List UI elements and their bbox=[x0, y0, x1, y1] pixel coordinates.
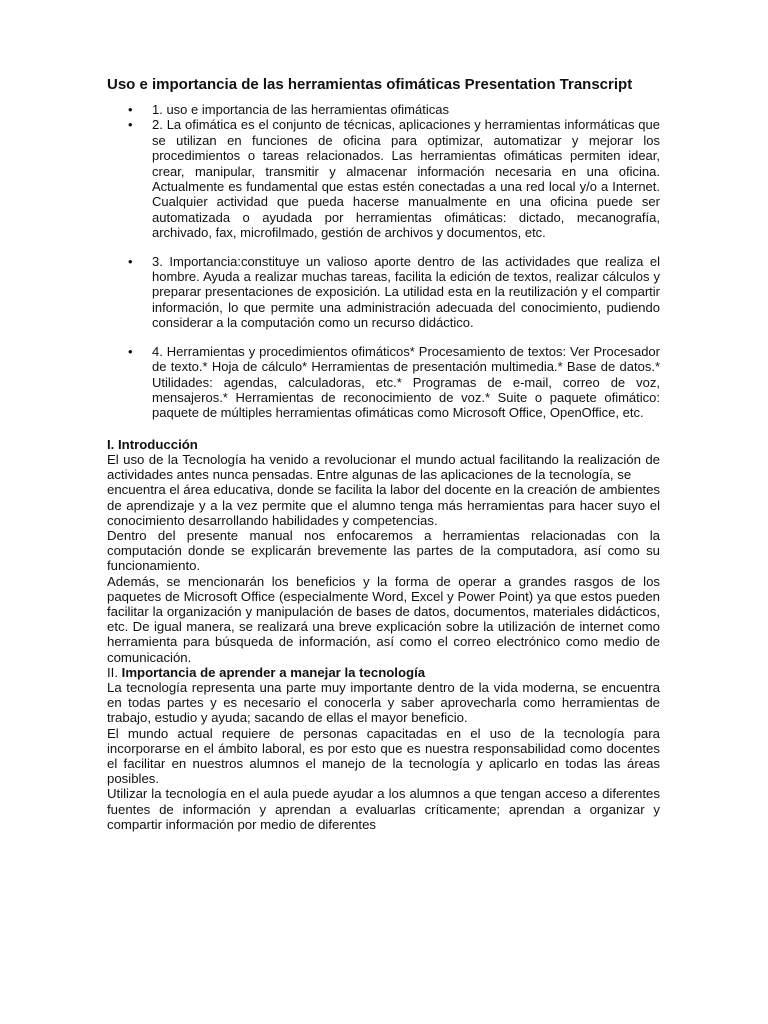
document-title: Uso e importancia de las herramientas ofimáticas Presentation Transcript bbox=[107, 76, 633, 93]
list-item bbox=[107, 254, 660, 331]
bullet-icon: • bbox=[128, 253, 133, 269]
paragraph: El mundo actual requiere de personas capacitadas en el uso de la tecnología para incorporarse en el ámbito laboral, es por esto que es nuestra responsabilidad como docentes el facilitar en nuestros alumnos el manejo de la tecnología y aplicarlo en todas las áreas posibles. bbox=[107, 725, 660, 787]
section-numeral: II. bbox=[107, 664, 118, 680]
transcript-list bbox=[107, 102, 660, 421]
list-item-text: 4. Herramientas y procedimientos ofimáticos* Procesamiento de textos: Ver Procesador de texto.* Hoja de cálculo* Herramientas de presentación multimedia.* Base de datos.* Utilidades: agendas, calculadoras, etc.* Programas de e-mail, correo de voz, mensajeros.* Herramientas de reconocimiento de voz.* Suite o paquete ofimático: paquete de múltiples herramientas ofimáticas como Microsoft Office, OpenOffice, etc. bbox=[152, 343, 660, 421]
section-heading-introduction: I. Introducción bbox=[107, 436, 198, 452]
list-item-text: 1. uso e importancia de las herramientas ofimáticas bbox=[152, 102, 449, 117]
section-heading-text: Importancia de aprender a manejar la tecnología bbox=[121, 664, 426, 680]
paragraph: Además, se mencionarán los beneficios y la forma de operar a grandes rasgos de los paquetes de Microsoft Office (especialmente Word, Excel y Power Point) ya que estos pueden facilitar la organización y manipulación de bases de datos, documentos, materiales didácticos, etc. De igual manera, se realizará una breve explicación sobre la utilización de internet como herramienta para búsqueda de información, así como el correo electrónico como medio de comunicación. bbox=[107, 573, 660, 665]
document-content bbox=[107, 76, 660, 832]
list-item bbox=[107, 102, 660, 117]
bullet-icon: • bbox=[128, 343, 133, 359]
paragraph: encuentra el área educativa, donde se facilita la labor del docente en la creación de ambientes de aprendizaje y a la vez permite que el alumno tenga más herramientas para hacer suyo el conocimiento desarrollando habilidades y competencias. bbox=[107, 482, 660, 528]
paragraph: El uso de la Tecnología ha venido a revolucionar el mundo actual facilitando la realización de actividades antes nunca pensadas. Entre algunas de las aplicaciones de la tecnología, se bbox=[107, 451, 660, 483]
list-item-text: 3. Importancia:constituye un valioso aporte dentro de las actividades que realiza el hombre. Ayuda a realizar muchas tareas, facilita la edición de textos, realizar cálculos y preparar presentaciones de exposición. La utilidad esta en la reutilización y el compartir información, lo que permite una administración adecuada del conocimiento, pudiendo considerar a la computación como un recurso didáctico. bbox=[152, 253, 660, 331]
paragraph: Dentro del presente manual nos enfocaremos a herramientas relacionadas con la computación donde se explicarán brevemente las partes de la computadora, así como su funcionamiento. bbox=[107, 527, 660, 574]
paragraph: Utilizar la tecnología en el aula puede ayudar a los alumnos a que tengan acceso a diferentes fuentes de información y aprendan a evaluarlas críticamente; aprendan a organizar y compartir información por medio de diferentes bbox=[107, 786, 660, 832]
list-item bbox=[107, 117, 660, 240]
bullet-icon: • bbox=[128, 117, 133, 133]
section-heading-importance bbox=[107, 665, 660, 680]
bullet-icon: • bbox=[128, 102, 133, 117]
list-item-text: 2. La ofimática es el conjunto de técnicas, aplicaciones y herramientas informáticas que se utilizan en funciones de oficina para optimizar, automatizar y mejorar los procedimientos o tareas relacionados. Las herramientas ofimáticas permiten idear, crear, manipular, transmitir y almacenar información necesaria en una oficina. Actualmente es fundamental que estas estén conectadas a una red local y/o a Internet. Cualquier actividad que pueda hacerse manualmente en una oficina puede ser automatizada o ayudada por herramientas ofimáticas: dictado, mecanografía, archivado, fax, microfilmado, gestión de archivos y documentos, etc. bbox=[152, 117, 660, 241]
paragraph: La tecnología representa una parte muy importante dentro de la vida moderna, se encuentra en todas partes y es necesario el conocerla y saber aprovecharla como herramientas de trabajo, estudio y ayuda; sacando de ellas el mayor beneficio. bbox=[107, 679, 660, 726]
list-item bbox=[107, 344, 660, 421]
